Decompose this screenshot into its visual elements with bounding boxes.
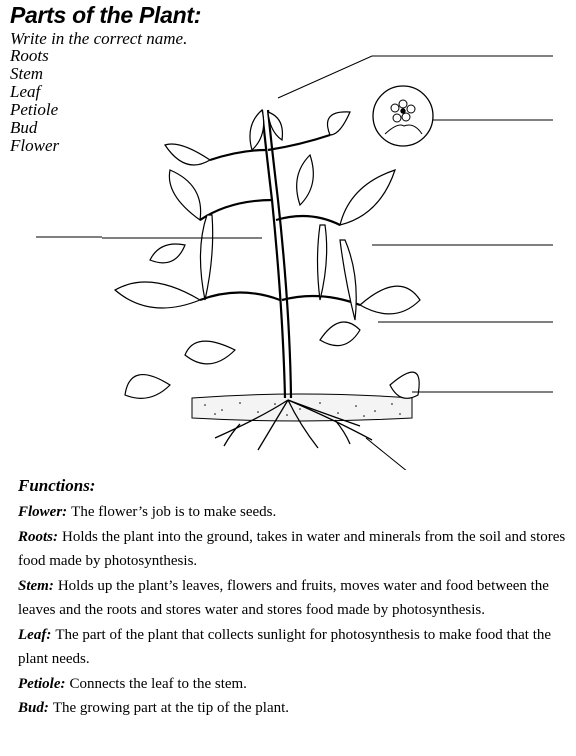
function-text: Connects the leaf to the stem. — [69, 675, 247, 692]
function-term: Petiole: — [18, 675, 66, 692]
worksheet-instruction: Write in the correct name. — [10, 29, 188, 48]
word-bank-item: Petiole — [10, 100, 59, 119]
flower-inset — [373, 86, 433, 146]
function-text: The flower’s job is to make seeds. — [71, 504, 277, 520]
function-item-flower — [18, 500, 566, 525]
word-bank-item: Flower — [10, 136, 60, 155]
functions-heading: Functions: — [18, 476, 96, 495]
function-text: The part of the plant that collects sunlight for photosynthesis to make food that the plant needs. — [18, 626, 552, 667]
worksheet-title: Parts of the Plant: — [10, 2, 202, 28]
function-item-leaf — [18, 623, 566, 672]
function-item-roots — [18, 525, 566, 574]
function-term: Leaf: — [18, 626, 52, 643]
word-bank-item: Stem — [10, 64, 44, 83]
functions-section — [18, 476, 566, 721]
function-text: Holds the plant into the ground, takes in water and minerals from the soil and stores food made by photosynthesis. — [18, 528, 566, 569]
function-item-petiole — [18, 672, 566, 697]
function-term: Roots: — [18, 528, 59, 545]
function-term: Bud: — [18, 700, 49, 716]
word-bank-item: Bud — [10, 118, 38, 137]
word-bank-item: Leaf — [10, 82, 41, 101]
function-term: Flower: — [18, 504, 68, 520]
function-text: Holds up the plant’s leaves, flowers and fruits, moves water and food between the leaves and the roots and stores water and stores food made by photosynthesis. — [18, 577, 549, 618]
function-item-bud — [18, 696, 566, 721]
word-bank-item: Roots — [10, 46, 49, 65]
function-text: The growing part at the tip of the plant. — [52, 700, 290, 716]
soil — [192, 394, 412, 421]
function-item-stem — [18, 574, 566, 623]
function-term: Stem: — [18, 577, 54, 594]
